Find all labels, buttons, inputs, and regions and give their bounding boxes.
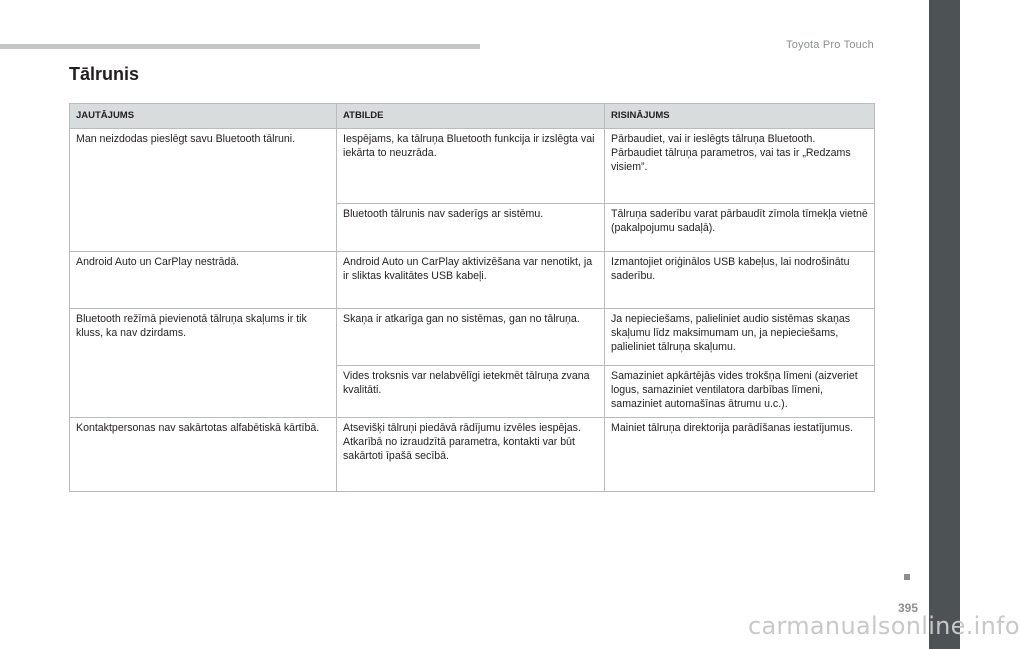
section-title: Tālrunis (69, 64, 140, 84)
question-cell: Android Auto un CarPlay nestrādā. (70, 252, 337, 309)
solution-cell: Pārbaudiet, vai ir ieslēgts tālruņa Bluetooth. Pārbaudiet tālruņa parametros, vai tas ir „Redzams visiem”. (605, 129, 875, 204)
column-header-answer: ATBILDE (337, 104, 605, 129)
page-number: 395 (898, 601, 919, 615)
solution-cell: Samaziniet apkārtējās vides trokšņa līmeni (aizveriet logus, samaziniet ventilatora darbības līmeni, samaziniet automašīnas ātrumu u.c.). (605, 366, 875, 418)
header-title: Toyota Pro Touch (786, 39, 874, 51)
side-tab-strip (929, 0, 960, 649)
table-row (70, 418, 875, 492)
solution-cell: Tālruņa saderību varat pārbaudīt zīmola tīmekļa vietnē (pakalpojumu sadaļā). (605, 204, 875, 252)
solution-cell: Ja nepieciešams, palieliniet audio sistēmas skaņas skaļumu līdz maksimumam un, ja nepieciešams, palieliniet tālruņa skaļumu. (605, 309, 875, 366)
watermark: carmanualsonline.info (748, 612, 1020, 640)
answer-cell: Skaņa ir atkarīga gan no sistēmas, gan no tālruņa. (337, 309, 605, 366)
header-rule (0, 44, 480, 49)
answer-cell: Atsevišķi tālruņi piedāvā rādījumu izvēles iespējas. Atkarībā no izraudzītā parametra, kontakti var būt sakārtoti īpašā secībā. (337, 418, 605, 492)
table-row (70, 309, 875, 366)
answer-cell: Iespējams, ka tālruņa Bluetooth funkcija ir izslēgta vai iekārta to neuzrāda. (337, 129, 605, 204)
continuation-marker (904, 574, 910, 580)
solution-cell: Izmantojiet oriģinālos USB kabeļus, lai nodrošinātu saderību. (605, 252, 875, 309)
solution-cell: Mainiet tālruņa direktorija parādīšanas iestatījumus. (605, 418, 875, 492)
table-row (70, 252, 875, 309)
column-header-question: JAUTĀJUMS (70, 104, 337, 129)
table-row (70, 129, 875, 204)
answer-cell: Vides troksnis var nelabvēlīgi ietekmēt tālruņa zvana kvalitāti. (337, 366, 605, 418)
question-cell: Man neizdodas pieslēgt savu Bluetooth tālruni. (70, 129, 337, 252)
question-cell: Bluetooth režīmā pievienotā tālruņa skaļums ir tik kluss, ka nav dzirdams. (70, 309, 337, 418)
answer-cell: Bluetooth tālrunis nav saderīgs ar sistēmu. (337, 204, 605, 252)
answer-cell: Android Auto un CarPlay aktivizēšana var nenotikt, ja ir sliktas kvalitātes USB kabeļi. (337, 252, 605, 309)
question-cell: Kontaktpersonas nav sakārtotas alfabētiskā kārtībā. (70, 418, 337, 492)
column-header-solution: RISINĀJUMS (605, 104, 875, 129)
table-header-row (70, 104, 875, 129)
troubleshooting-table (69, 103, 875, 492)
